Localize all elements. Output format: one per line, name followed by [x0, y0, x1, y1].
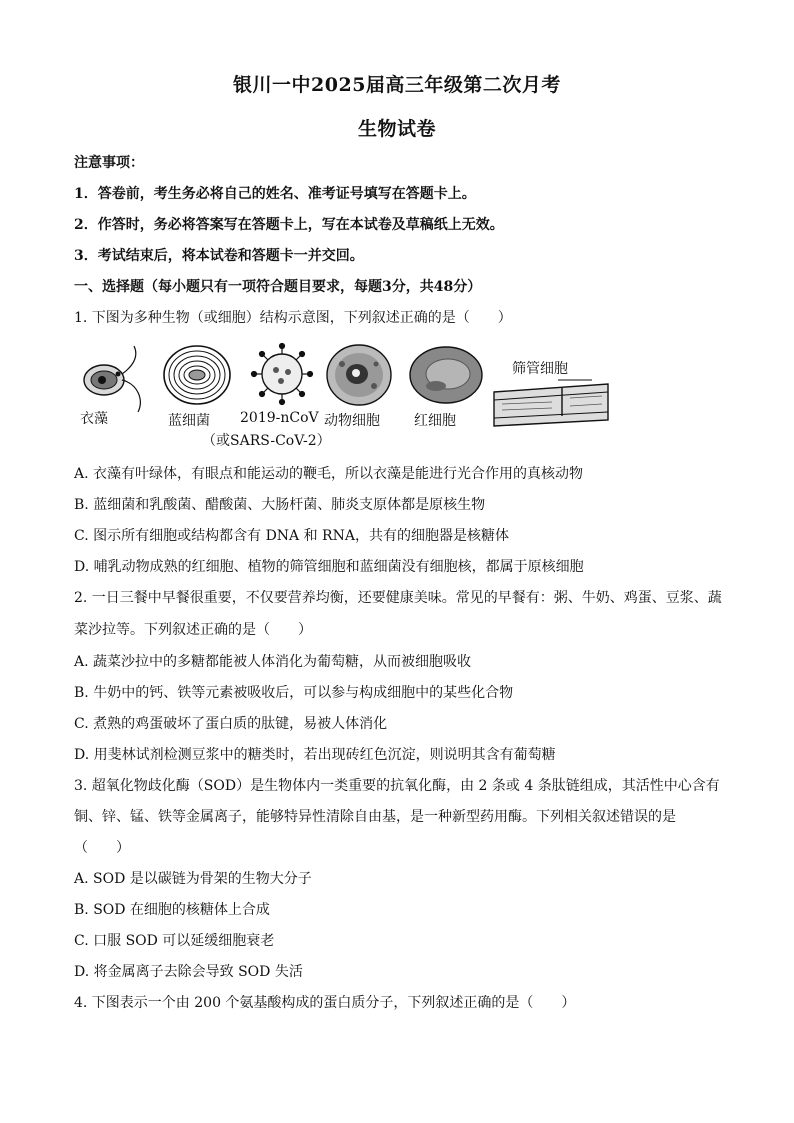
question-3-stem: 3. 超氧化物歧化酶（SOD）是生物体内一类重要的抗氧化酶，由 2 条或 4 条肽链组成，其活性中心含有 [74, 778, 720, 794]
page-subtitle: 生物试卷 [357, 118, 436, 140]
virus-drawing [250, 342, 314, 406]
option: D. 将金属离子去除会导致 SOD 失活 [74, 964, 303, 980]
red-blood-cell-drawing [408, 344, 488, 406]
option: D. 哺乳动物成熟的红细胞、植物的筛管细胞和蓝细菌没有细胞核，都属于原核细胞 [74, 559, 584, 575]
label-euglena: 衣藻 [80, 411, 108, 427]
option: C. 口服 SOD 可以延缓细胞衰老 [74, 933, 275, 949]
euglena-drawing [78, 344, 158, 414]
question-2-stem: 2. 一日三餐中早餐很重要，不仅要营养均衡，还要健康美味。常见的早餐有：粥、牛奶、鸡蛋、豆浆、蔬 [74, 590, 722, 606]
note-item: 3．考试结束后，将本试卷和答题卡一并交回。 [74, 248, 364, 264]
label-animal-cell: 动物细胞 [324, 413, 380, 429]
label-virus-alt: （或SARS-CoV-2） [202, 433, 331, 449]
option: B. 牛奶中的钙、铁等元素被吸收后，可以参与构成细胞中的某些化合物 [74, 685, 514, 701]
option: C. 图示所有细胞或结构都含有 DNA 和 RNA，共有的细胞器是核糖体 [74, 528, 509, 544]
label-sieve-tube: 筛管细胞 [512, 361, 568, 377]
option: A. SOD 是以碳链为骨架的生物大分子 [74, 871, 312, 887]
note-item: 1．答卷前，考生务必将自己的姓名、准考证号填写在答题卡上。 [74, 186, 476, 202]
option: B. SOD 在细胞的核糖体上合成 [74, 902, 270, 918]
page-title: 银川一中2025届高三年级第二次月考 [233, 74, 561, 96]
option: A. 衣藻有叶绿体，有眼点和能运动的鞭毛，所以衣藻是能进行光合作用的真核动物 [74, 466, 584, 482]
label-red-blood-cell: 红细胞 [414, 413, 456, 429]
question-3-stem: （ ） [74, 840, 130, 856]
cell-structure-figure [72, 338, 612, 456]
option: D. 用斐林试剂检测豆浆中的糖类时，若出现砖红色沉淀，则说明其含有葡萄糖 [74, 747, 556, 763]
notes-heading: 注意事项： [74, 155, 144, 171]
question-4-stem: 4. 下图表示一个由 200 个氨基酸构成的蛋白质分子，下列叙述正确的是（ ） [74, 995, 576, 1011]
cyanobacteria-drawing [162, 344, 232, 406]
question-3-stem: 铜、锌、锰、铁等金属离子，能够特异性清除自由基，是一种新型药用酶。下列相关叙述错误的是 [74, 809, 676, 825]
option: A. 蔬菜沙拉中的多糖都能被人体消化为葡萄糖，从而被细胞吸收 [74, 654, 472, 670]
note-item: 2．作答时，务必将答案写在答题卡上，写在本试卷及草稿纸上无效。 [74, 217, 504, 233]
option: B. 蓝细菌和乳酸菌、醋酸菌、大肠杆菌、肺炎支原体都是原核生物 [74, 497, 486, 513]
label-cyanobacteria: 蓝细菌 [168, 413, 210, 429]
question-2-stem: 菜沙拉等。下列叙述正确的是（ ） [74, 622, 312, 638]
label-virus: 2019-nCoV [240, 410, 319, 426]
sieve-tube-drawing [492, 380, 610, 428]
option: C. 煮熟的鸡蛋破坏了蛋白质的肽键，易被人体消化 [74, 716, 388, 732]
section-heading: 一、选择题（每小题只有一项符合题目要求，每题3分，共48分） [74, 279, 482, 295]
animal-cell-drawing [324, 342, 394, 408]
question-1-stem: 1. 下图为多种生物（或细胞）结构示意图，下列叙述正确的是（ ） [74, 310, 512, 326]
